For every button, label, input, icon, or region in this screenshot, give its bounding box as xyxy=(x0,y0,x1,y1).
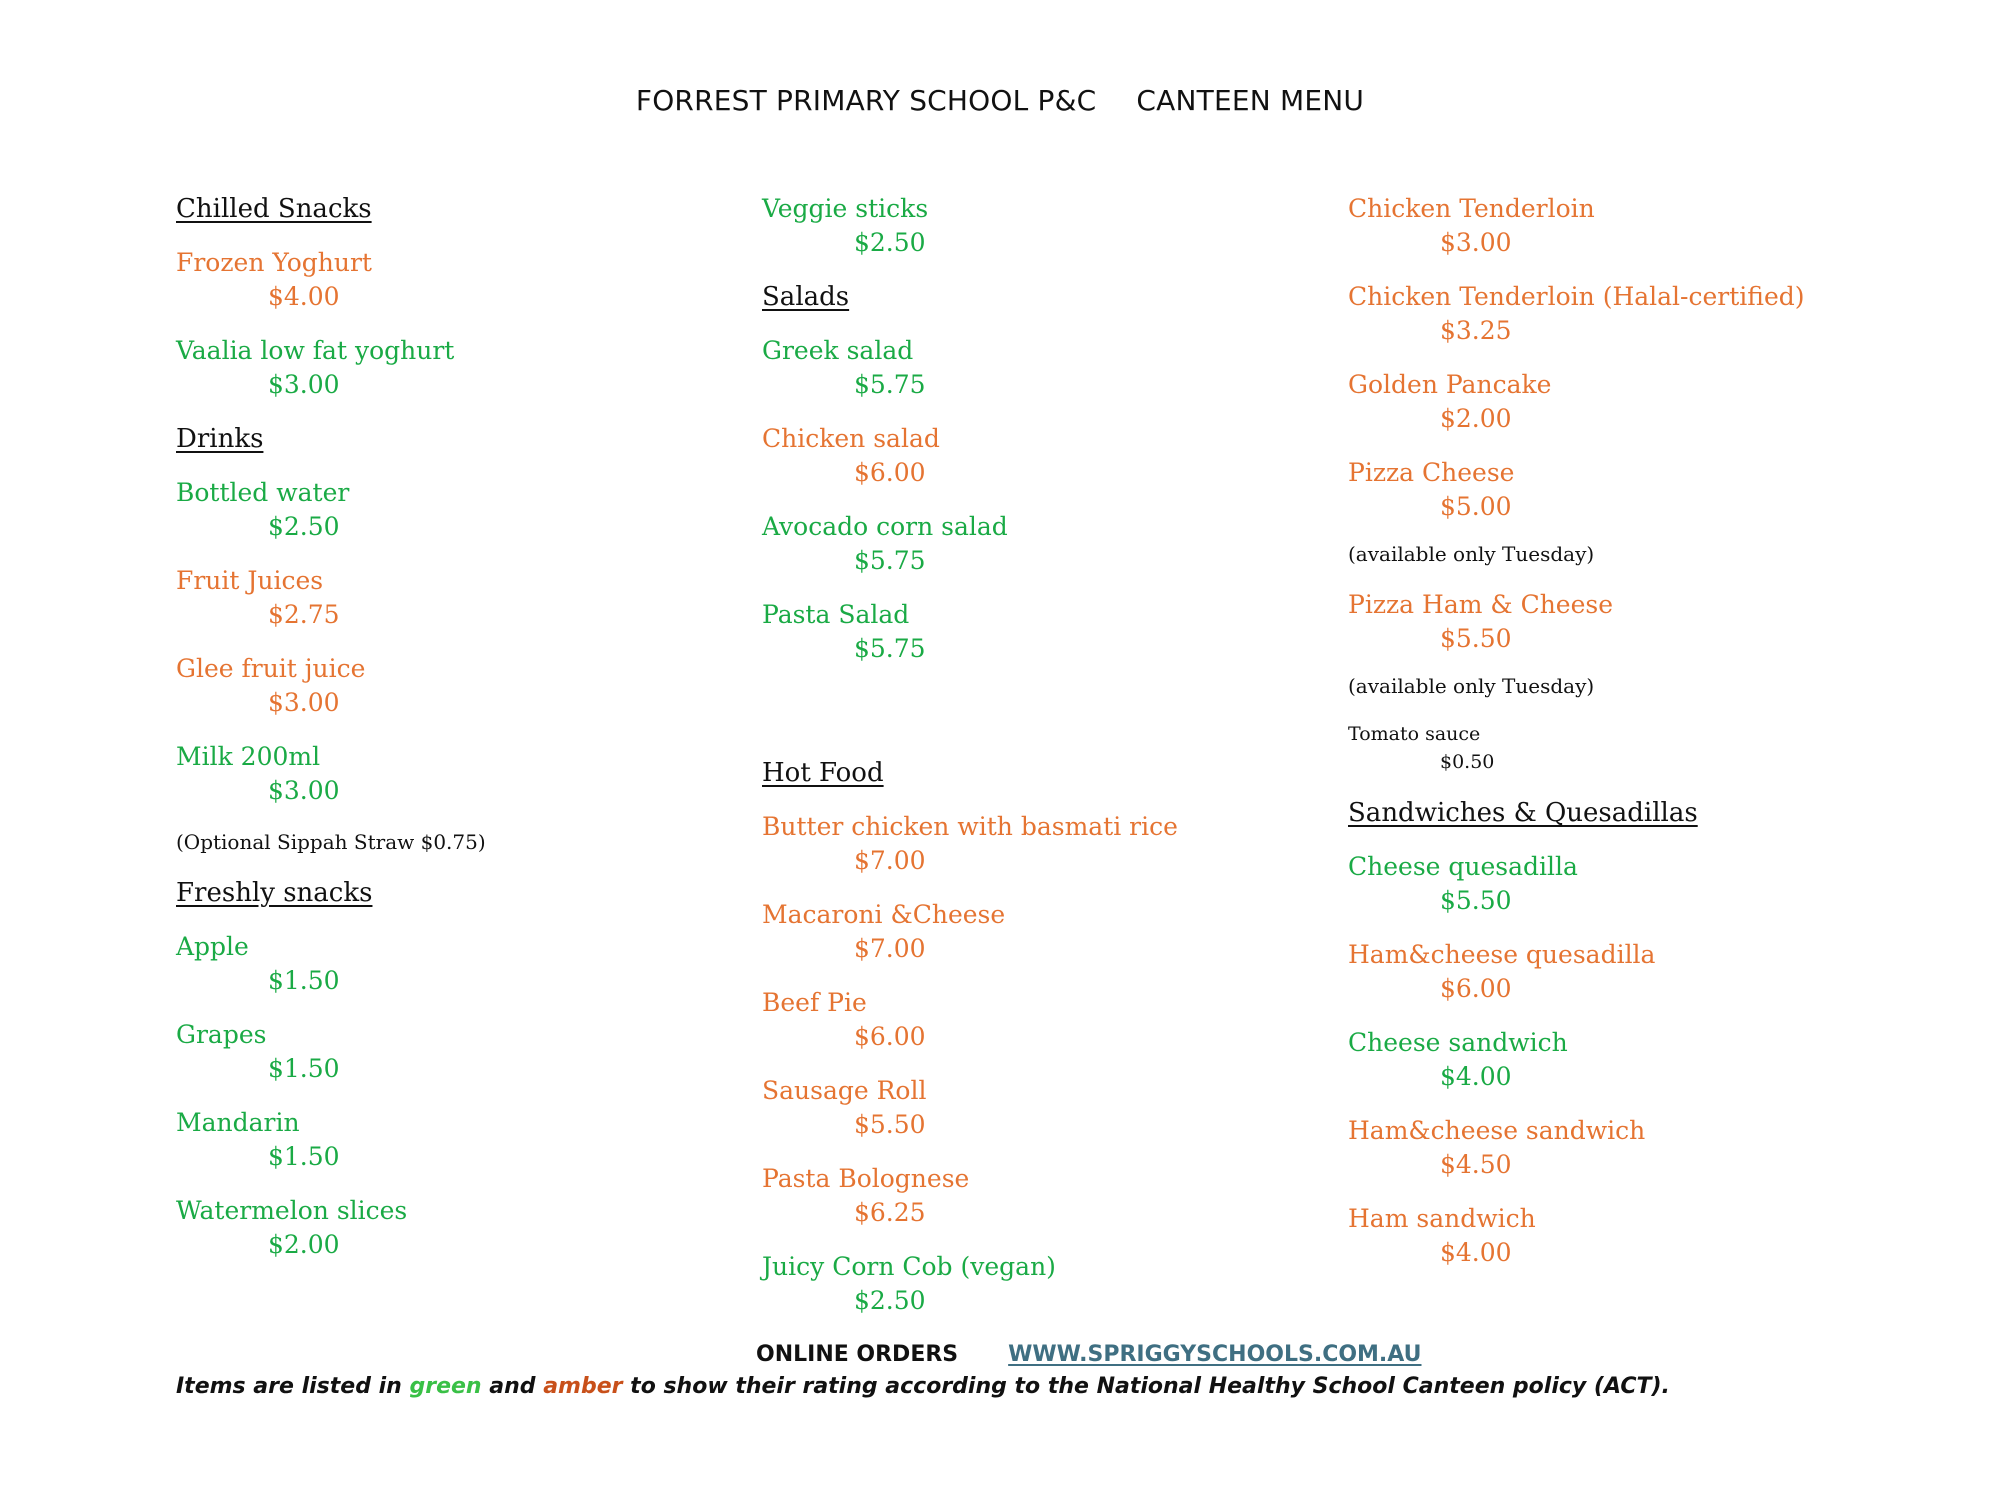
menu-item xyxy=(1348,1114,1968,1182)
menu-item xyxy=(762,810,1322,878)
item-name: Pizza Ham & Cheese xyxy=(1348,590,1614,619)
item-name: Golden Pancake xyxy=(1348,370,1552,399)
footnote-prefix: Items are listed in xyxy=(176,1374,402,1399)
menu-item xyxy=(762,510,1322,578)
footnote-suffix: to show their rating according to the National Healthy School Canteen policy (ACT). xyxy=(630,1374,1670,1399)
item-price: $2.75 xyxy=(268,600,340,629)
item-note: (available only Tuesday) xyxy=(1348,674,1595,698)
item-note: (Optional Sippah Straw $0.75) xyxy=(176,830,486,854)
item-name: Veggie sticks xyxy=(762,194,929,223)
item-price: $6.25 xyxy=(854,1198,926,1227)
footnote-and: and xyxy=(489,1374,536,1399)
menu-item xyxy=(762,598,1322,666)
item-name: Bottled water xyxy=(176,478,350,507)
item-name: Beef Pie xyxy=(762,988,867,1017)
item-price: $6.00 xyxy=(854,1022,926,1051)
menu-item xyxy=(176,930,736,998)
footnote-green: green xyxy=(409,1374,482,1399)
item-name: Chicken Tenderloin (Halal-certified) xyxy=(1348,282,1805,311)
item-name: Greek salad xyxy=(762,336,914,365)
menu-item xyxy=(176,1106,736,1174)
item-name: Tomato sauce xyxy=(1348,723,1481,745)
item-name: Juicy Corn Cob (vegan) xyxy=(762,1252,1056,1281)
menu-item xyxy=(1348,588,1968,656)
item-price: $6.00 xyxy=(854,458,926,487)
item-price: $4.00 xyxy=(1440,1062,1512,1091)
item-price: $3.25 xyxy=(1440,316,1512,345)
item-price: $3.00 xyxy=(1440,228,1512,257)
section-heading-drinks: Drinks xyxy=(176,424,264,454)
item-name: Pasta Salad xyxy=(762,600,910,629)
footnote-amber: amber xyxy=(543,1374,623,1399)
menu-item xyxy=(762,422,1322,490)
menu-item xyxy=(1348,192,1968,260)
item-name: Macaroni &Cheese xyxy=(762,900,1006,929)
item-price: $1.50 xyxy=(268,1054,340,1083)
item-price: $0.50 xyxy=(1440,751,1495,773)
menu-column-2 xyxy=(762,192,1322,1338)
item-price: $3.00 xyxy=(268,688,340,717)
item-name: Cheese quesadilla xyxy=(1348,852,1578,881)
item-price: $4.00 xyxy=(1440,1238,1512,1267)
item-name: Butter chicken with basmati rice xyxy=(762,812,1178,841)
item-name: Chicken Tenderloin xyxy=(1348,194,1595,223)
item-name: Mandarin xyxy=(176,1108,300,1137)
item-name: Chicken salad xyxy=(762,424,940,453)
item-price: $5.00 xyxy=(1440,492,1512,521)
menu-item xyxy=(176,740,736,808)
item-name: Avocado corn salad xyxy=(762,512,1008,541)
item-name: Vaalia low fat yoghurt xyxy=(176,336,455,365)
online-orders-label: ONLINE ORDERS xyxy=(756,1342,959,1367)
section-heading-chilled-snacks: Chilled Snacks xyxy=(176,194,372,224)
item-price: $5.75 xyxy=(854,546,926,575)
menu-column-1 xyxy=(176,192,736,1282)
rating-footnote xyxy=(176,1374,1670,1399)
item-name: Ham&cheese sandwich xyxy=(1348,1116,1646,1145)
menu-item xyxy=(1348,1026,1968,1094)
menu-item xyxy=(762,1074,1322,1142)
menu-item xyxy=(1348,280,1968,348)
item-name: Frozen Yoghurt xyxy=(176,248,372,277)
menu-item xyxy=(176,1194,736,1262)
school-name: FORREST PRIMARY SCHOOL P&C xyxy=(635,84,1097,117)
menu-item xyxy=(1348,720,1968,776)
item-name: Apple xyxy=(176,932,249,961)
item-price: $7.00 xyxy=(854,846,926,875)
item-price: $5.50 xyxy=(1440,886,1512,915)
item-price: $2.50 xyxy=(854,228,926,257)
item-name: Ham&cheese quesadilla xyxy=(1348,940,1656,969)
item-name: Glee fruit juice xyxy=(176,654,366,683)
menu-item xyxy=(1348,1202,1968,1270)
menu-item xyxy=(762,1162,1322,1230)
item-price: $2.00 xyxy=(1440,404,1512,433)
item-price: $1.50 xyxy=(268,1142,340,1171)
item-price: $2.50 xyxy=(268,512,340,541)
item-price: $3.00 xyxy=(268,370,340,399)
item-price: $2.00 xyxy=(268,1230,340,1259)
online-orders-link[interactable]: WWW.SPRIGGYSCHOOLS.COM.AU xyxy=(1008,1342,1422,1367)
online-orders xyxy=(756,1342,1422,1367)
item-note: (available only Tuesday) xyxy=(1348,542,1595,566)
section-heading-sandwiches: Sandwiches & Quesadillas xyxy=(1348,798,1698,828)
item-name: Pasta Bolognese xyxy=(762,1164,970,1193)
menu-item xyxy=(176,1018,736,1086)
item-name: Ham sandwich xyxy=(1348,1204,1536,1233)
section-spacer xyxy=(762,686,1322,756)
item-price: $1.50 xyxy=(268,966,340,995)
menu-item xyxy=(176,476,736,544)
item-name: Pizza Cheese xyxy=(1348,458,1515,487)
menu-title: CANTEEN MENU xyxy=(1136,84,1365,117)
item-name: Milk 200ml xyxy=(176,742,321,771)
menu-item xyxy=(1348,850,1968,918)
item-name: Sausage Roll xyxy=(762,1076,927,1105)
section-heading-freshly-snacks: Freshly snacks xyxy=(176,878,373,908)
menu-item xyxy=(762,334,1322,402)
menu-item xyxy=(176,246,736,314)
section-heading-hot-food: Hot Food xyxy=(762,758,884,788)
menu-item xyxy=(1348,456,1968,524)
item-name: Fruit Juices xyxy=(176,566,324,595)
item-name: Grapes xyxy=(176,1020,267,1049)
item-price: $5.50 xyxy=(1440,624,1512,653)
menu-item xyxy=(176,652,736,720)
item-price: $5.75 xyxy=(854,634,926,663)
menu-item xyxy=(1348,938,1968,1006)
menu-item xyxy=(176,334,736,402)
item-price: $3.00 xyxy=(268,776,340,805)
item-price: $5.50 xyxy=(854,1110,926,1139)
item-name: Cheese sandwich xyxy=(1348,1028,1568,1057)
menu-item xyxy=(762,898,1322,966)
menu-item xyxy=(176,564,736,632)
item-price: $6.00 xyxy=(1440,974,1512,1003)
section-heading-salads: Salads xyxy=(762,282,850,312)
item-price: $5.75 xyxy=(854,370,926,399)
menu-item xyxy=(762,192,1322,260)
item-name: Watermelon slices xyxy=(176,1196,408,1225)
item-price: $7.00 xyxy=(854,934,926,963)
item-price: $2.50 xyxy=(854,1286,926,1315)
item-price: $4.50 xyxy=(1440,1150,1512,1179)
menu-item xyxy=(762,986,1322,1054)
page-title xyxy=(0,84,2000,117)
item-price: $4.00 xyxy=(268,282,340,311)
menu-item xyxy=(762,1250,1322,1318)
menu-column-3 xyxy=(1348,192,1968,1290)
menu-item xyxy=(1348,368,1968,436)
